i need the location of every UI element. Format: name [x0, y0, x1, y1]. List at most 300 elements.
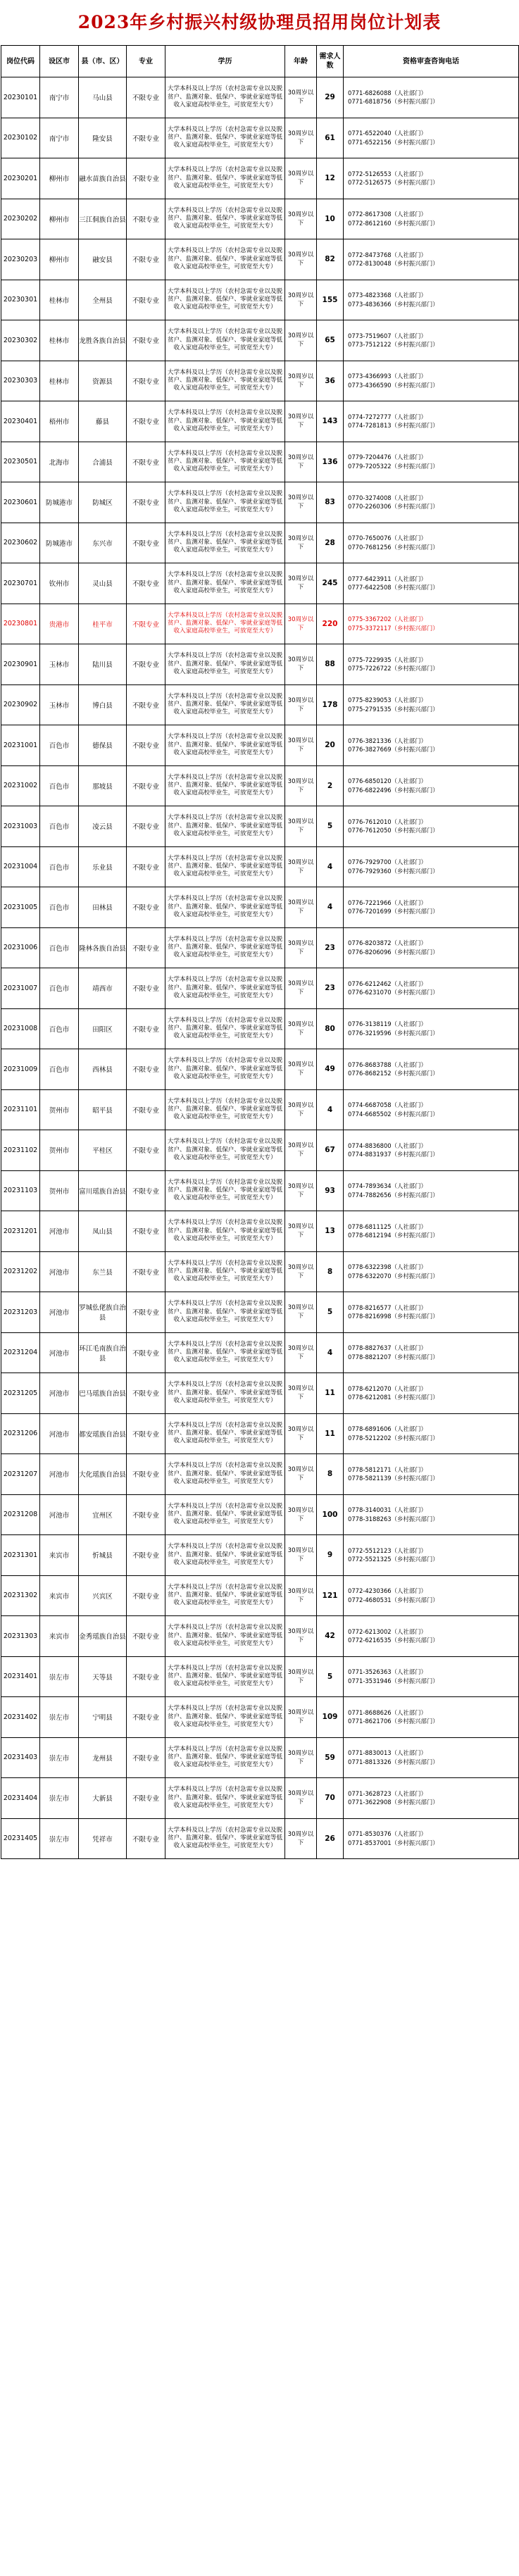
major-cell: 不限专业 — [127, 684, 165, 725]
education-cell: 大学本科及以上学历（农村急需专业以及脱贫户、监测对象、低保户、零就业家庭等低收入家庭高校毕业生，可放宽至大专） — [165, 1778, 285, 1819]
city-cell: 来宾市 — [40, 1616, 79, 1657]
education-cell: 大学本科及以上学历（农村急需专业以及脱贫户、监测对象、低保户、零就业家庭等低收入家庭高校毕业生，可放宽至大专） — [165, 1656, 285, 1697]
position-code-cell: 20231404 — [1, 1778, 40, 1819]
demand-count-cell: 10 — [317, 199, 344, 239]
phone-cell — [344, 1697, 519, 1738]
age-cell: 30周岁以下 — [285, 118, 317, 158]
table-row — [1, 806, 519, 847]
city-cell: 百色市 — [40, 846, 79, 887]
city-cell: 河池市 — [40, 1292, 79, 1333]
hr-phone: 0775-7229935（人社部门） — [348, 656, 427, 663]
county-cell: 巴马瑶族自治县 — [79, 1373, 127, 1414]
hr-phone: 0771-8530376（人社部门） — [348, 1830, 427, 1838]
phone-cell — [344, 725, 519, 766]
county-cell: 龙胜各族自治县 — [79, 320, 127, 361]
phone-cell — [344, 1575, 519, 1616]
demand-count-cell: 23 — [317, 968, 344, 1009]
age-cell: 30周岁以下 — [285, 684, 317, 725]
county-cell: 田林县 — [79, 887, 127, 928]
position-code-cell: 20231005 — [1, 887, 40, 928]
city-cell: 百色市 — [40, 1008, 79, 1049]
table-row — [1, 968, 519, 1009]
age-cell: 30周岁以下 — [285, 1008, 317, 1049]
age-cell: 30周岁以下 — [285, 1089, 317, 1130]
rural-revitalization-phone: 0772-6216535（乡村振兴部门） — [348, 1637, 439, 1644]
city-cell: 来宾市 — [40, 1575, 79, 1616]
demand-count-cell: 136 — [317, 442, 344, 482]
education-cell: 大学本科及以上学历（农村急需专业以及脱贫户、监测对象、低保户、零就业家庭等低收入家庭高校毕业生，可放宽至大专） — [165, 118, 285, 158]
major-cell: 不限专业 — [127, 1778, 165, 1819]
demand-count-cell: 4 — [317, 1089, 344, 1130]
demand-count-cell: 80 — [317, 1008, 344, 1049]
phone-cell — [344, 1616, 519, 1657]
county-cell: 乐业县 — [79, 846, 127, 887]
major-cell: 不限专业 — [127, 1211, 165, 1252]
phone-cell — [344, 482, 519, 523]
position-code-cell: 20230501 — [1, 442, 40, 482]
hr-phone: 0777-6423911（人社部门） — [348, 575, 427, 582]
age-cell: 30周岁以下 — [285, 1616, 317, 1657]
age-cell: 30周岁以下 — [285, 846, 317, 887]
major-cell: 不限专业 — [127, 1737, 165, 1778]
table-row — [1, 1737, 519, 1778]
position-code-cell: 20231203 — [1, 1292, 40, 1333]
table-row — [1, 1170, 519, 1211]
phone-cell — [344, 927, 519, 968]
phone-cell — [344, 968, 519, 1009]
city-cell: 桂林市 — [40, 280, 79, 320]
rural-revitalization-phone: 0778-6212081（乡村振兴部门） — [348, 1394, 439, 1401]
education-cell: 大学本科及以上学历（农村急需专业以及脱贫户、监测对象、低保户、零就业家庭等低收入家庭高校毕业生，可放宽至大专） — [165, 927, 285, 968]
rural-revitalization-phone: 0772-4680531（乡村振兴部门） — [348, 1596, 439, 1603]
major-cell: 不限专业 — [127, 806, 165, 847]
header-age: 年龄 — [285, 46, 317, 77]
city-cell: 河池市 — [40, 1373, 79, 1414]
hr-phone: 0778-6322398（人社部门） — [348, 1263, 427, 1271]
phone-cell — [344, 563, 519, 604]
rural-revitalization-phone: 0776-8206096（乡村振兴部门） — [348, 948, 439, 956]
age-cell: 30周岁以下 — [285, 442, 317, 482]
phone-cell — [344, 442, 519, 482]
education-cell: 大学本科及以上学历（农村急需专业以及脱贫户、监测对象、低保户、零就业家庭等低收入家庭高校毕业生，可放宽至大专） — [165, 1818, 285, 1859]
education-cell: 大学本科及以上学历（农村急需专业以及脱贫户、监测对象、低保户、零就业家庭等低收入家庭高校毕业生，可放宽至大专） — [165, 1332, 285, 1373]
hr-phone: 0773-4823368（人社部门） — [348, 292, 427, 299]
position-plan-table — [1, 45, 519, 1859]
major-cell: 不限专业 — [127, 1332, 165, 1373]
hr-phone: 0776-3138119（人社部门） — [348, 1020, 427, 1028]
education-cell: 大学本科及以上学历（农村急需专业以及脱贫户、监测对象、低保户、零就业家庭等低收入家庭高校毕业生，可放宽至大专） — [165, 158, 285, 199]
city-cell: 河池市 — [40, 1413, 79, 1454]
phone-cell — [344, 1008, 519, 1049]
table-row — [1, 1089, 519, 1130]
hr-phone: 0775-3367202（人社部门） — [348, 615, 427, 623]
county-cell: 都安瑶族自治县 — [79, 1413, 127, 1454]
education-cell: 大学本科及以上学历（农村急需专业以及脱贫户、监测对象、低保户、零就业家庭等低收入家庭高校毕业生，可放宽至大专） — [165, 1616, 285, 1657]
city-cell: 防城港市 — [40, 523, 79, 563]
county-cell: 那坡县 — [79, 765, 127, 806]
demand-count-cell: 5 — [317, 1656, 344, 1697]
major-cell: 不限专业 — [127, 1089, 165, 1130]
education-cell: 大学本科及以上学历（农村急需专业以及脱贫户、监测对象、低保户、零就业家庭等低收入家庭高校毕业生，可放宽至大专） — [165, 523, 285, 563]
hr-phone: 0772-4230366（人社部门） — [348, 1587, 427, 1595]
table-row — [1, 1130, 519, 1171]
city-cell: 河池市 — [40, 1332, 79, 1373]
county-cell: 藤县 — [79, 401, 127, 442]
hr-phone: 0773-4366993（人社部门） — [348, 373, 427, 380]
phone-cell — [344, 1170, 519, 1211]
education-cell: 大学本科及以上学历（农村急需专业以及脱贫户、监测对象、低保户、零就业家庭等低收入家庭高校毕业生，可放宽至大专） — [165, 1494, 285, 1535]
major-cell: 不限专业 — [127, 361, 165, 401]
city-cell: 桂林市 — [40, 361, 79, 401]
phone-cell — [344, 320, 519, 361]
education-cell: 大学本科及以上学历（农村急需专业以及脱贫户、监测对象、低保户、零就业家庭等低收入家庭高校毕业生，可放宽至大专） — [165, 401, 285, 442]
table-row — [1, 563, 519, 604]
major-cell: 不限专业 — [127, 1373, 165, 1414]
hr-phone: 0778-6891606（人社部门） — [348, 1425, 427, 1433]
hr-phone: 0778-8216577（人社部门） — [348, 1303, 427, 1311]
position-code-cell: 20231006 — [1, 927, 40, 968]
position-code-cell: 20230801 — [1, 604, 40, 644]
county-cell: 隆林各族自治县 — [79, 927, 127, 968]
age-cell: 30周岁以下 — [285, 1494, 317, 1535]
major-cell: 不限专业 — [127, 563, 165, 604]
education-cell: 大学本科及以上学历（农村急需专业以及脱贫户、监测对象、低保户、零就业家庭等低收入家庭高校毕业生，可放宽至大专） — [165, 1413, 285, 1454]
rural-revitalization-phone: 0776-7612050（乡村振兴部门） — [348, 827, 439, 834]
header-education: 学历 — [165, 46, 285, 77]
major-cell: 不限专业 — [127, 158, 165, 199]
education-cell: 大学本科及以上学历（农村急需专业以及脱贫户、监测对象、低保户、零就业家庭等低收入家庭高校毕业生，可放宽至大专） — [165, 1697, 285, 1738]
city-cell: 玉林市 — [40, 684, 79, 725]
demand-count-cell: 109 — [317, 1697, 344, 1738]
county-cell: 全州县 — [79, 280, 127, 320]
education-cell: 大学本科及以上学历（农村急需专业以及脱贫户、监测对象、低保户、零就业家庭等低收入家庭高校毕业生，可放宽至大专） — [165, 1454, 285, 1495]
phone-cell — [344, 523, 519, 563]
education-cell: 大学本科及以上学历（农村急需专业以及脱贫户、监测对象、低保户、零就业家庭等低收入家庭高校毕业生，可放宽至大专） — [165, 1008, 285, 1049]
position-code-cell: 20230602 — [1, 523, 40, 563]
phone-cell — [344, 1778, 519, 1819]
demand-count-cell: 13 — [317, 1211, 344, 1252]
major-cell: 不限专业 — [127, 442, 165, 482]
hr-phone: 0774-8836800（人社部门） — [348, 1142, 427, 1149]
demand-count-cell: 82 — [317, 239, 344, 280]
table-row — [1, 442, 519, 482]
position-code-cell: 20230303 — [1, 361, 40, 401]
county-cell: 德保县 — [79, 725, 127, 766]
rural-revitalization-phone: 0779-7205322（乡村振兴部门） — [348, 462, 439, 470]
phone-cell — [344, 846, 519, 887]
major-cell: 不限专业 — [127, 846, 165, 887]
city-cell: 南宁市 — [40, 118, 79, 158]
county-cell: 资源县 — [79, 361, 127, 401]
rural-revitalization-phone: 0770-7681256（乡村振兴部门） — [348, 543, 439, 551]
phone-cell — [344, 644, 519, 685]
rural-revitalization-phone: 0774-7882656（乡村振兴部门） — [348, 1191, 439, 1199]
table-row — [1, 77, 519, 118]
county-cell: 龙州县 — [79, 1737, 127, 1778]
rural-revitalization-phone: 0775-3372117（乡村振兴部门） — [348, 624, 439, 632]
education-cell: 大学本科及以上学历（农村急需专业以及脱贫户、监测对象、低保户、零就业家庭等低收入家庭高校毕业生，可放宽至大专） — [165, 1130, 285, 1171]
major-cell: 不限专业 — [127, 199, 165, 239]
city-cell: 玉林市 — [40, 644, 79, 685]
city-cell: 北海市 — [40, 442, 79, 482]
county-cell: 忻城县 — [79, 1535, 127, 1576]
rural-revitalization-phone: 0778-6322070（乡村振兴部门） — [348, 1272, 439, 1280]
major-cell: 不限专业 — [127, 118, 165, 158]
position-code-cell: 20231007 — [1, 968, 40, 1009]
major-cell: 不限专业 — [127, 1170, 165, 1211]
table-row — [1, 239, 519, 280]
major-cell: 不限专业 — [127, 1413, 165, 1454]
rural-revitalization-phone: 0778-5821139（乡村振兴部门） — [348, 1475, 439, 1482]
hr-phone: 0778-5812171（人社部门） — [348, 1465, 427, 1473]
phone-cell — [344, 1535, 519, 1576]
hr-phone: 0770-3274008（人社部门） — [348, 494, 427, 501]
position-code-cell: 20231009 — [1, 1049, 40, 1090]
major-cell: 不限专业 — [127, 927, 165, 968]
major-cell: 不限专业 — [127, 482, 165, 523]
education-cell: 大学本科及以上学历（农村急需专业以及脱贫户、监测对象、低保户、零就业家庭等低收入家庭高校毕业生，可放宽至大专） — [165, 684, 285, 725]
demand-count-cell: 143 — [317, 401, 344, 442]
rural-revitalization-phone: 0770-2260306（乡村振兴部门） — [348, 503, 439, 511]
position-code-cell: 20231102 — [1, 1130, 40, 1171]
position-code-cell: 20231301 — [1, 1535, 40, 1576]
major-cell: 不限专业 — [127, 401, 165, 442]
county-cell: 灵山县 — [79, 563, 127, 604]
header-major: 专业 — [127, 46, 165, 77]
rural-revitalization-phone: 0776-3219596（乡村振兴部门） — [348, 1029, 439, 1037]
education-cell: 大学本科及以上学历（农村急需专业以及脱贫户、监测对象、低保户、零就业家庭等低收入家庭高校毕业生，可放宽至大专） — [165, 725, 285, 766]
header-city: 设区市 — [40, 46, 79, 77]
major-cell: 不限专业 — [127, 1535, 165, 1576]
rural-revitalization-phone: 0775-2791535（乡村振兴部门） — [348, 705, 439, 713]
position-code-cell: 20231205 — [1, 1373, 40, 1414]
demand-count-cell: 4 — [317, 887, 344, 928]
education-cell: 大学本科及以上学历（农村急需专业以及脱贫户、监测对象、低保户、零就业家庭等低收入家庭高校毕业生，可放宽至大专） — [165, 604, 285, 644]
hr-phone: 0772-8473768（人社部门） — [348, 251, 427, 258]
phone-cell — [344, 401, 519, 442]
major-cell: 不限专业 — [127, 320, 165, 361]
county-cell: 桂平市 — [79, 604, 127, 644]
age-cell: 30周岁以下 — [285, 563, 317, 604]
county-cell: 凤山县 — [79, 1211, 127, 1252]
county-cell: 融安县 — [79, 239, 127, 280]
hr-phone: 0778-6811125（人社部门） — [348, 1223, 427, 1230]
education-cell: 大学本科及以上学历（农村急需专业以及脱贫户、监测对象、低保户、零就业家庭等低收入家庭高校毕业生，可放宽至大专） — [165, 361, 285, 401]
demand-count-cell: 26 — [317, 1818, 344, 1859]
city-cell: 崇左市 — [40, 1656, 79, 1697]
age-cell: 30周岁以下 — [285, 1697, 317, 1738]
demand-count-cell: 178 — [317, 684, 344, 725]
county-cell: 大化瑶族自治县 — [79, 1454, 127, 1495]
major-cell: 不限专业 — [127, 765, 165, 806]
major-cell: 不限专业 — [127, 1616, 165, 1657]
rural-revitalization-phone: 0777-6422508（乡村振兴部门） — [348, 584, 439, 592]
city-cell: 河池市 — [40, 1251, 79, 1292]
age-cell: 30周岁以下 — [285, 199, 317, 239]
major-cell: 不限专业 — [127, 604, 165, 644]
position-code-cell: 20231208 — [1, 1494, 40, 1535]
phone-cell — [344, 684, 519, 725]
table-row — [1, 927, 519, 968]
major-cell: 不限专业 — [127, 1454, 165, 1495]
education-cell: 大学本科及以上学历（农村急需专业以及脱贫户、监测对象、低保户、零就业家庭等低收入家庭高校毕业生，可放宽至大专） — [165, 280, 285, 320]
major-cell: 不限专业 — [127, 725, 165, 766]
major-cell: 不限专业 — [127, 77, 165, 118]
demand-count-cell: 23 — [317, 927, 344, 968]
header-phone: 资格审查咨询电话 — [344, 46, 519, 77]
city-cell: 柳州市 — [40, 239, 79, 280]
rural-revitalization-phone: 0772-8130048（乡村振兴部门） — [348, 260, 439, 268]
demand-count-cell: 83 — [317, 482, 344, 523]
age-cell: 30周岁以下 — [285, 158, 317, 199]
demand-count-cell: 29 — [317, 77, 344, 118]
city-cell: 百色市 — [40, 765, 79, 806]
hr-phone: 0778-8827637（人社部门） — [348, 1344, 427, 1352]
age-cell: 30周岁以下 — [285, 1292, 317, 1333]
position-code-cell: 20230902 — [1, 684, 40, 725]
table-header-row — [1, 46, 519, 77]
position-code-cell: 20231401 — [1, 1656, 40, 1697]
county-cell: 田阳区 — [79, 1008, 127, 1049]
education-cell: 大学本科及以上学历（农村急需专业以及脱贫户、监测对象、低保户、零就业家庭等低收入家庭高校毕业生，可放宽至大专） — [165, 320, 285, 361]
position-code-cell: 20231101 — [1, 1089, 40, 1130]
city-cell: 百色市 — [40, 887, 79, 928]
education-cell: 大学本科及以上学历（农村急需专业以及脱贫户、监测对象、低保户、零就业家庭等低收入家庭高校毕业生，可放宽至大专） — [165, 1089, 285, 1130]
education-cell: 大学本科及以上学历（农村急需专业以及脱贫户、监测对象、低保户、零就业家庭等低收入家庭高校毕业生，可放宽至大专） — [165, 1292, 285, 1333]
rural-revitalization-phone: 0772-5521325（乡村振兴部门） — [348, 1556, 439, 1563]
major-cell: 不限专业 — [127, 1697, 165, 1738]
county-cell: 隆安县 — [79, 118, 127, 158]
education-cell: 大学本科及以上学历（农村急需专业以及脱贫户、监测对象、低保户、零就业家庭等低收入家庭高校毕业生，可放宽至大专） — [165, 563, 285, 604]
major-cell: 不限专业 — [127, 644, 165, 685]
city-cell: 防城港市 — [40, 482, 79, 523]
rural-revitalization-phone: 0776-6822496（乡村振兴部门） — [348, 786, 439, 794]
page-title: 2023年乡村振兴村级协理员招用岗位计划表 — [77, 12, 442, 32]
county-cell: 昭平县 — [79, 1089, 127, 1130]
demand-count-cell: 11 — [317, 1373, 344, 1414]
county-cell: 靖西市 — [79, 968, 127, 1009]
demand-count-cell: 11 — [317, 1413, 344, 1454]
hr-phone: 0776-6850120（人社部门） — [348, 777, 427, 785]
hr-phone: 0776-7929700（人社部门） — [348, 858, 427, 866]
position-code-cell: 20230401 — [1, 401, 40, 442]
hr-phone: 0771-8830013（人社部门） — [348, 1749, 427, 1757]
demand-count-cell: 4 — [317, 1332, 344, 1373]
position-code-cell: 20230302 — [1, 320, 40, 361]
education-cell: 大学本科及以上学历（农村急需专业以及脱贫户、监测对象、低保户、零就业家庭等低收入家庭高校毕业生，可放宽至大专） — [165, 1170, 285, 1211]
age-cell: 30周岁以下 — [285, 1413, 317, 1454]
phone-cell — [344, 199, 519, 239]
city-cell: 南宁市 — [40, 77, 79, 118]
hr-phone: 0772-5126553（人社部门） — [348, 170, 427, 177]
position-code-cell: 20231405 — [1, 1818, 40, 1859]
age-cell: 30周岁以下 — [285, 320, 317, 361]
education-cell: 大学本科及以上学历（农村急需专业以及脱贫户、监测对象、低保户、零就业家庭等低收入家庭高校毕业生，可放宽至大专） — [165, 846, 285, 887]
table-row — [1, 1251, 519, 1292]
demand-count-cell: 8 — [317, 1454, 344, 1495]
county-cell: 宜州区 — [79, 1494, 127, 1535]
county-cell: 马山县 — [79, 77, 127, 118]
demand-count-cell: 28 — [317, 523, 344, 563]
position-code-cell: 20231004 — [1, 846, 40, 887]
education-cell: 大学本科及以上学历（农村急需专业以及脱贫户、监测对象、低保户、零就业家庭等低收入家庭高校毕业生，可放宽至大专） — [165, 1049, 285, 1090]
rural-revitalization-phone: 0778-8821207（乡村振兴部门） — [348, 1353, 439, 1361]
position-code-cell: 20230701 — [1, 563, 40, 604]
major-cell: 不限专业 — [127, 887, 165, 928]
rural-revitalization-phone: 0778-8216998（乡村振兴部门） — [348, 1313, 439, 1320]
table-row — [1, 765, 519, 806]
county-cell: 天等县 — [79, 1656, 127, 1697]
position-code-cell: 20230102 — [1, 118, 40, 158]
table-row — [1, 725, 519, 766]
rural-revitalization-phone: 0774-8831937（乡村振兴部门） — [348, 1151, 439, 1158]
county-cell: 平桂区 — [79, 1130, 127, 1171]
hr-phone: 0773-7519607（人社部门） — [348, 332, 427, 339]
phone-cell — [344, 239, 519, 280]
major-cell: 不限专业 — [127, 1818, 165, 1859]
phone-cell — [344, 118, 519, 158]
city-cell: 崇左市 — [40, 1737, 79, 1778]
major-cell: 不限专业 — [127, 1008, 165, 1049]
table-row — [1, 1373, 519, 1414]
county-cell: 凌云县 — [79, 806, 127, 847]
phone-cell — [344, 806, 519, 847]
education-cell: 大学本科及以上学历（农村急需专业以及脱贫户、监测对象、低保户、零就业家庭等低收入家庭高校毕业生，可放宽至大专） — [165, 806, 285, 847]
hr-phone: 0778-3140031（人社部门） — [348, 1506, 427, 1514]
demand-count-cell: 65 — [317, 320, 344, 361]
city-cell: 百色市 — [40, 968, 79, 1009]
rural-revitalization-phone: 0771-8537001（乡村振兴部门） — [348, 1839, 439, 1846]
position-code-cell: 20231402 — [1, 1697, 40, 1738]
phone-cell — [344, 1251, 519, 1292]
major-cell: 不限专业 — [127, 1130, 165, 1171]
demand-count-cell: 49 — [317, 1049, 344, 1090]
demand-count-cell: 5 — [317, 806, 344, 847]
city-cell: 百色市 — [40, 1049, 79, 1090]
rural-revitalization-phone: 0776-8682152（乡村振兴部门） — [348, 1070, 439, 1077]
major-cell: 不限专业 — [127, 1292, 165, 1333]
age-cell: 30周岁以下 — [285, 361, 317, 401]
demand-count-cell: 59 — [317, 1737, 344, 1778]
position-code-cell: 20231302 — [1, 1575, 40, 1616]
age-cell: 30周岁以下 — [285, 239, 317, 280]
phone-cell — [344, 1454, 519, 1495]
table-row — [1, 118, 519, 158]
major-cell: 不限专业 — [127, 1251, 165, 1292]
city-cell: 贺州市 — [40, 1170, 79, 1211]
age-cell: 30周岁以下 — [285, 401, 317, 442]
phone-cell — [344, 1332, 519, 1373]
county-cell: 宁明县 — [79, 1697, 127, 1738]
county-cell: 罗城仫佬族自治县 — [79, 1292, 127, 1333]
demand-count-cell: 36 — [317, 361, 344, 401]
city-cell: 河池市 — [40, 1454, 79, 1495]
rural-revitalization-phone: 0773-4366590（乡村振兴部门） — [348, 381, 439, 389]
age-cell: 30周岁以下 — [285, 604, 317, 644]
phone-cell — [344, 1373, 519, 1414]
phone-cell — [344, 1130, 519, 1171]
hr-phone: 0770-7650076（人社部门） — [348, 534, 427, 542]
table-row — [1, 401, 519, 442]
demand-count-cell: 61 — [317, 118, 344, 158]
age-cell: 30周岁以下 — [285, 77, 317, 118]
county-cell: 西林县 — [79, 1049, 127, 1090]
phone-cell — [344, 604, 519, 644]
education-cell: 大学本科及以上学历（农村急需专业以及脱贫户、监测对象、低保户、零就业家庭等低收入家庭高校毕业生，可放宽至大专） — [165, 1373, 285, 1414]
city-cell: 梧州市 — [40, 401, 79, 442]
rural-revitalization-phone: 0773-4836366（乡村振兴部门） — [348, 300, 439, 308]
table-row — [1, 1494, 519, 1535]
